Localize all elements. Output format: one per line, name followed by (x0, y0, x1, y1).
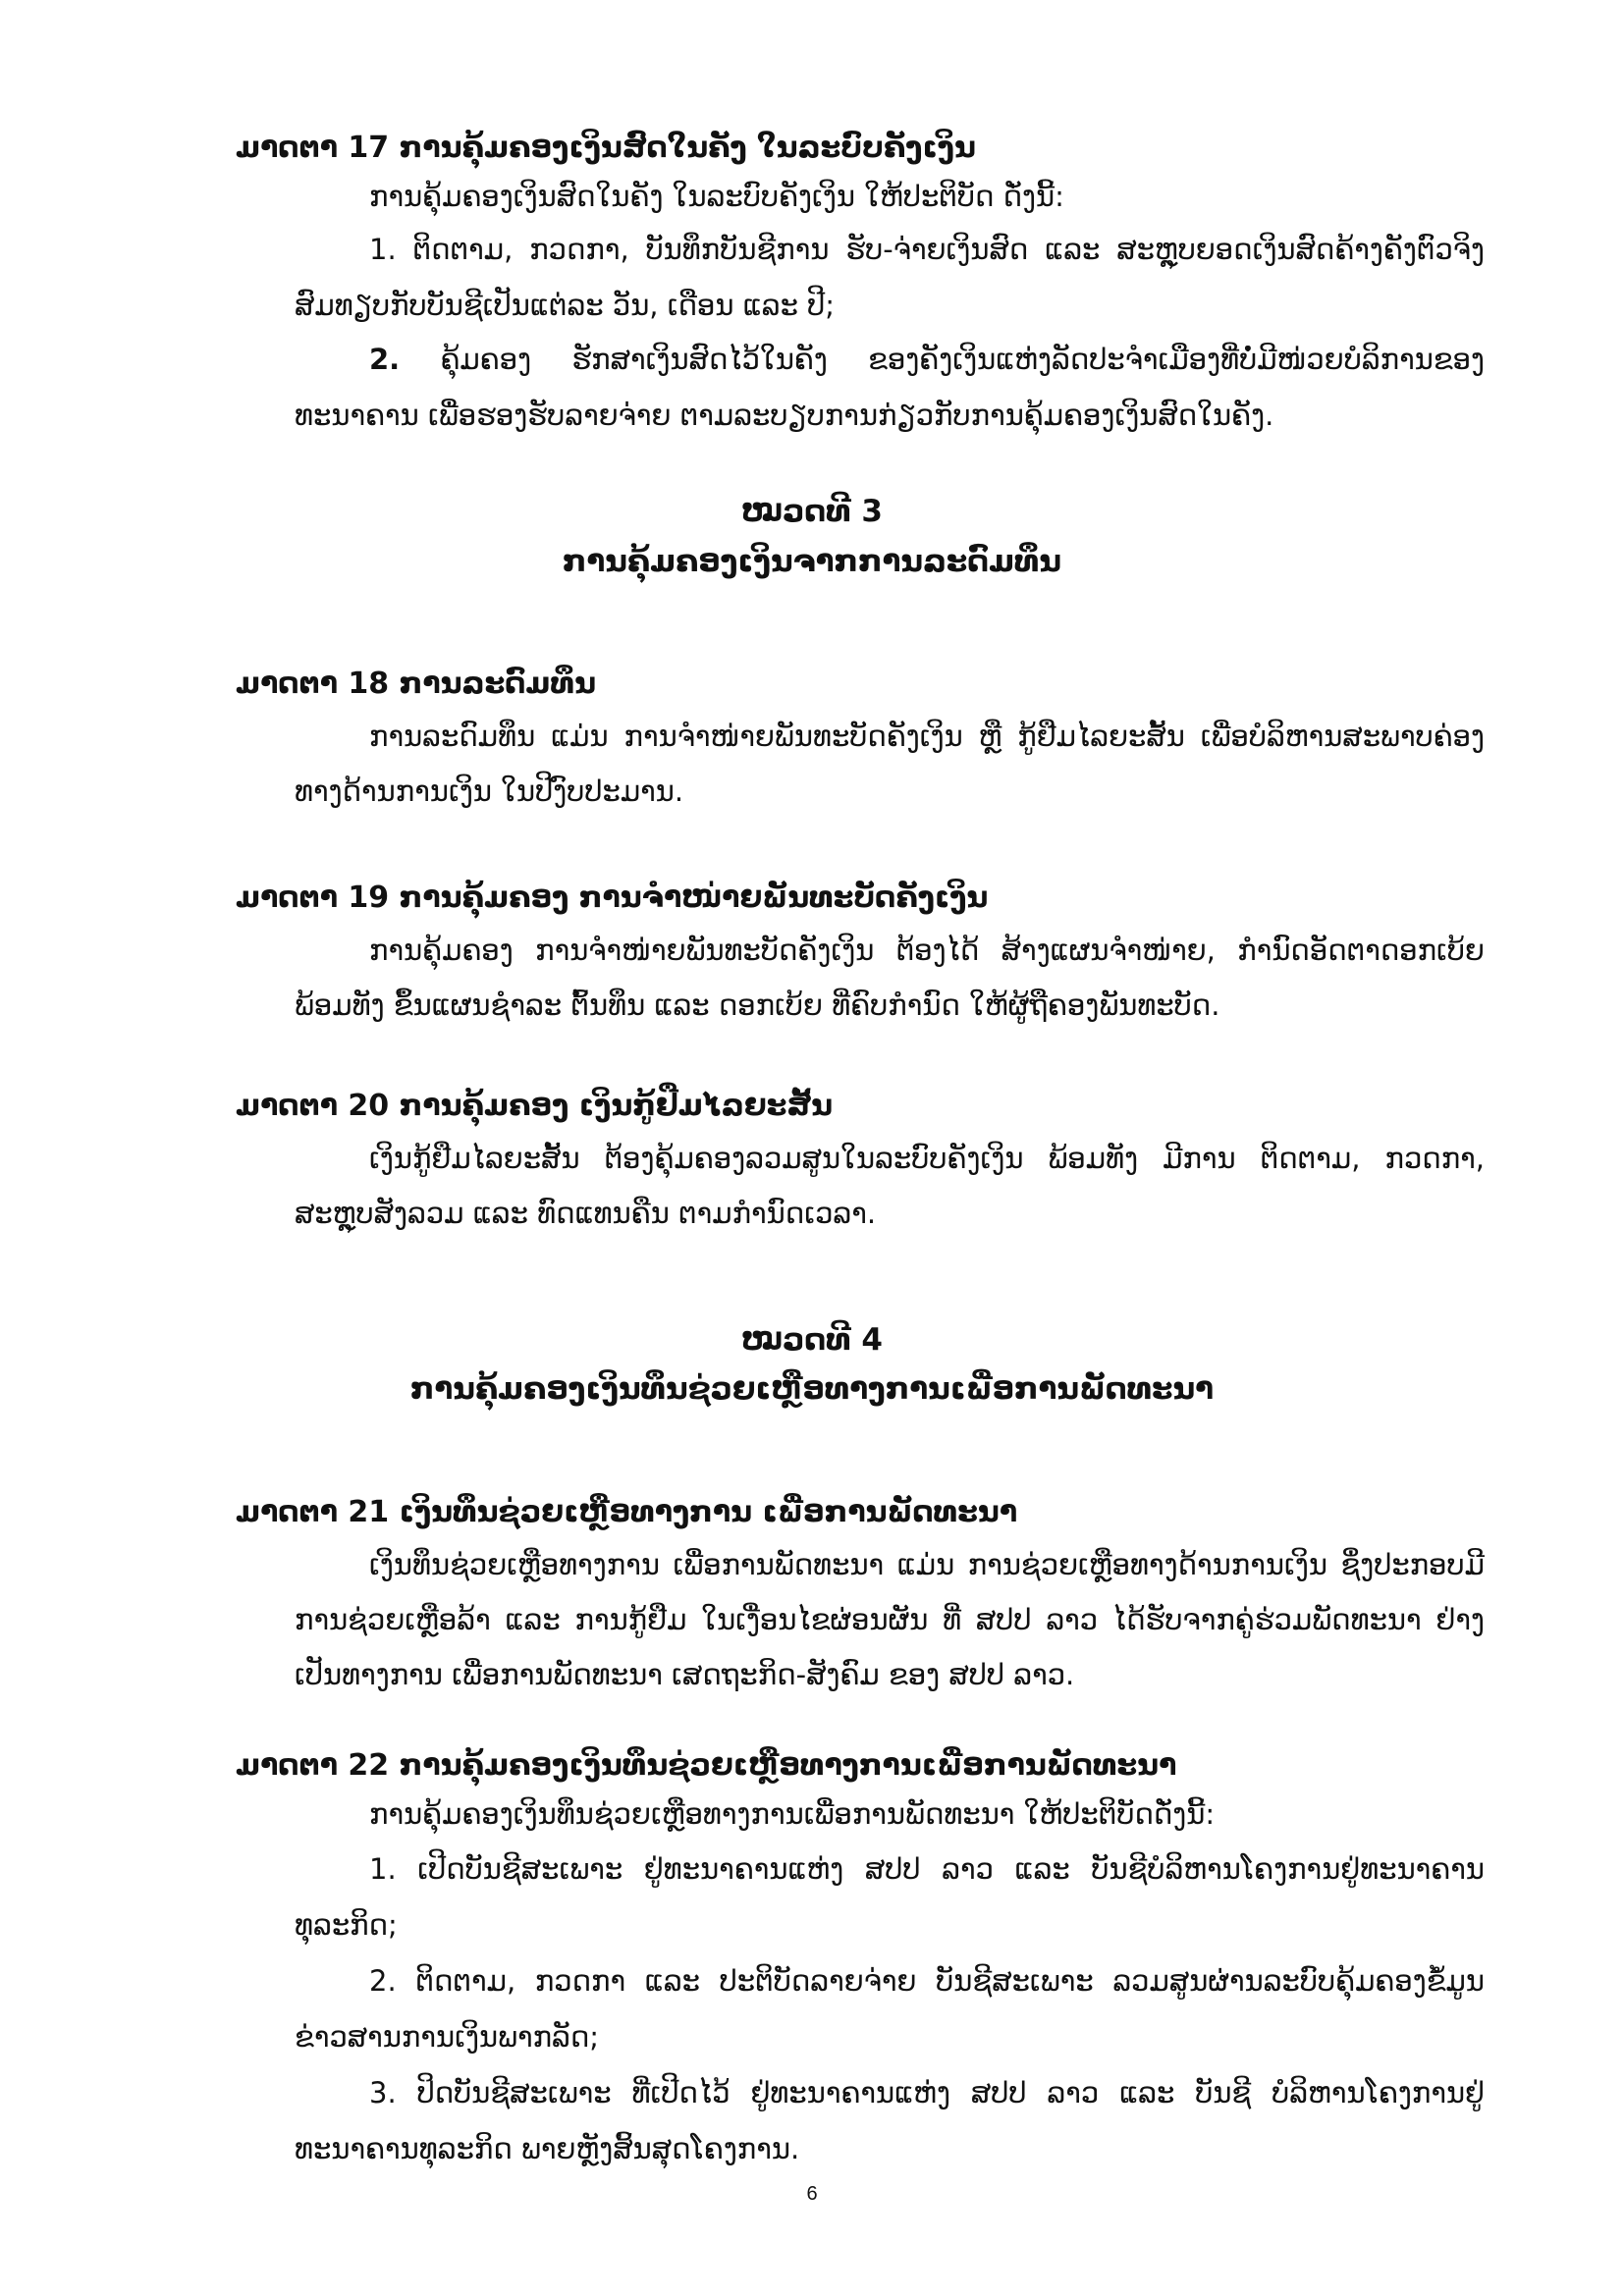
article-21-body: ເງິນທຶນຊ່ວຍເຫຼືອທາງການ ເພື່ອການພັດທະນາ ແມ່ນ ການຊ່ວຍເຫຼືອທາງດ້ານການເງິນ ຊຶ່ງປະກອບມີ ການຊ່ວຍເຫຼືອລ້າ ແລະ ການກູ້ຢືມ ໃນເງື່ອນໄຂຜ່ອນຜັນ ທີ່ ສປປ ລາວ ໄດ້ຮັບຈາກຄູ່ຮ່ວມພັດທະນາ ຢ່າງເປັນທາງການ ເພື່ອການພັດທະນາ ເສດຖະກິດ-ສັງຄົມ ຂອງ ສປປ ລາວ. (295, 1548, 1485, 1691)
chapter-4-title: ການຄຸ້ມຄອງເງິນທຶນຊ່ວຍເຫຼືອທາງການເພື່ອການພັດທະນາ (409, 1371, 1215, 1407)
article-17-intro: ການຄຸ້ມຄອງເງິນສົດໃນຄັງ ໃນລະບົບຄັງເງິນ ໃຫ້ປະຕິບັດ ດັ່ງນີ້: (369, 180, 1064, 213)
article-18-title: ມາດຕາ 18 ການລະດົມທຶນ (236, 667, 596, 701)
page-number: 6 (806, 2183, 818, 2205)
chapter-3-title: ການຄຸ້ມຄອງເງິນຈາກການລະດົມທຶນ (562, 544, 1062, 579)
article-22-item-1: 1. ເປີດບັນຊີສະເພາະ ຢູ່ທະນາຄານແຫ່ງ ສປປ ລາວ ແລະ ບັນຊີບໍລິຫານໂຄງການຢູ່ທະນາຄານທຸລະກິດ; (295, 1852, 1485, 1942)
article-19-body: ການຄຸ້ມຄອງ ການຈໍາໜ່າຍພັນທະບັດຄັງເງິນ ຕ້ອງໄດ້ ສ້າງແຜນຈໍາໜ່າຍ, ກໍານົດອັດຕາດອກເບ້ຍ ພ້ອມທັງ ຂຶ້ນແຜນຊໍາລະ ຕົ້ນທຶນ ແລະ ດອກເບ້ຍ ທີ່ຄົບກໍານົດ ໃຫ້ຜູ້ຖືຄອງພັນທະບັດ. (295, 934, 1485, 1022)
article-17-item-2 (295, 332, 1485, 444)
article-21-title: ມາດຕາ 21 ເງິນທຶນຊ່ວຍເຫຼືອທາງການ ເພື່ອການພັດທະນາ (236, 1495, 1018, 1529)
article-20-body: ເງິນກູ້ຢືມໄລຍະສັ້ນ ຕ້ອງຄຸ້ມຄອງລວມສູນໃນລະບົບຄັງເງິນ ພ້ອມທັງ ມີການ ຕິດຕາມ, ກວດກາ, ສະຫຼຸບສັງລວມ ແລະ ທົດແທນຄືນ ຕາມກໍານົດເວລາ. (295, 1142, 1485, 1230)
article-22-item-3: 3. ປິດບັນຊີສະເພາະ ທີ່ເປີດໄວ້ ຢູ່ທະນາຄານແຫ່ງ ສປປ ລາວ ແລະ ບັນຊີ ບໍລິຫານໂຄງການຢູ່ທະນາຄານທຸລະກິດ ພາຍຫຼັງສິ້ນສຸດໂຄງການ. (295, 2076, 1485, 2165)
article-22-item-2: 2. ຕິດຕາມ, ກວດກາ ແລະ ປະຕິບັດລາຍຈ່າຍ ບັນຊີສະເພາະ ລວມສູນຜ່ານລະບົບຄຸ້ມຄອງຂໍ້ມູນຂ່າວສານການເງິນພາກລັດ; (295, 1964, 1485, 2054)
article-17-title: ມາດຕາ 17 ການຄຸ້ມຄອງເງິນສົດໃນຄັງ ໃນລະບົບຄັງເງິນ (236, 131, 976, 165)
chapter-3-number: ໝວດທີ 3 (741, 494, 883, 529)
chapter-4-number: ໝວດທີ 4 (741, 1322, 883, 1358)
article-22-title: ມາດຕາ 22 ການຄຸ້ມຄອງເງິນທຶນຊ່ວຍເຫຼືອທາງການເພື່ອການພັດທະນາ (236, 1748, 1177, 1783)
article-19-title: ມາດຕາ 19 ການຄຸ້ມຄອງ ການຈໍາໜ່າຍພັນທະບັດຄັງເງິນ (236, 881, 989, 915)
article-17-item-1: 1. ຕິດຕາມ, ກວດກາ, ບັນທຶກບັນຊີການ ຮັບ-ຈ່າຍເງິນສົດ ແລະ ສະຫຼຸບຍອດເງິນສົດຄ້າງຄັງຕົວຈິງ ສົມທຽບກັບບັນຊີເປັນແຕ່ລະ ວັນ, ເດືອນ ແລະ ປີ; (295, 233, 1485, 322)
article-20-title: ມາດຕາ 20 ການຄຸ້ມຄອງ ເງິນກູ້ຢືມໄລຍະສັ້ນ (236, 1089, 834, 1123)
article-17-item-2-text: ຄຸ້ມຄອງ ຮັກສາເງິນສົດໄວ້ໃນຄັງ ຂອງຄັງເງິນແຫ່ງລັດປະຈໍາເມືອງທີ່ບໍ່ມີໜ່ວຍບໍລິການຂອງທະນາຄານ ເພື່ອຮອງຮັບລາຍຈ່າຍ ຕາມລະບຽບການກ່ຽວກັບການຄຸ້ມຄອງເງິນສົດໃນຄັງ. (295, 343, 1485, 432)
article-18-body: ການລະດົມທຶນ ແມ່ນ ການຈໍາໜ່າຍພັນທະບັດຄັງເງິນ ຫຼື ກູ້ຢືມໄລຍະສັ້ນ ເພື່ອບໍລິຫານສະພາບຄ່ອງທາງດ້ານການເງິນ ໃນປີງົບປະມານ. (295, 720, 1485, 808)
article-17-item-2-number: 2. (369, 343, 401, 376)
article-22-intro: ການຄຸ້ມຄອງເງິນທຶນຊ່ວຍເຫຼືອທາງການເພື່ອການພັດທະນາ ໃຫ້ປະຕິບັດດັ່ງນີ້: (369, 1797, 1216, 1831)
